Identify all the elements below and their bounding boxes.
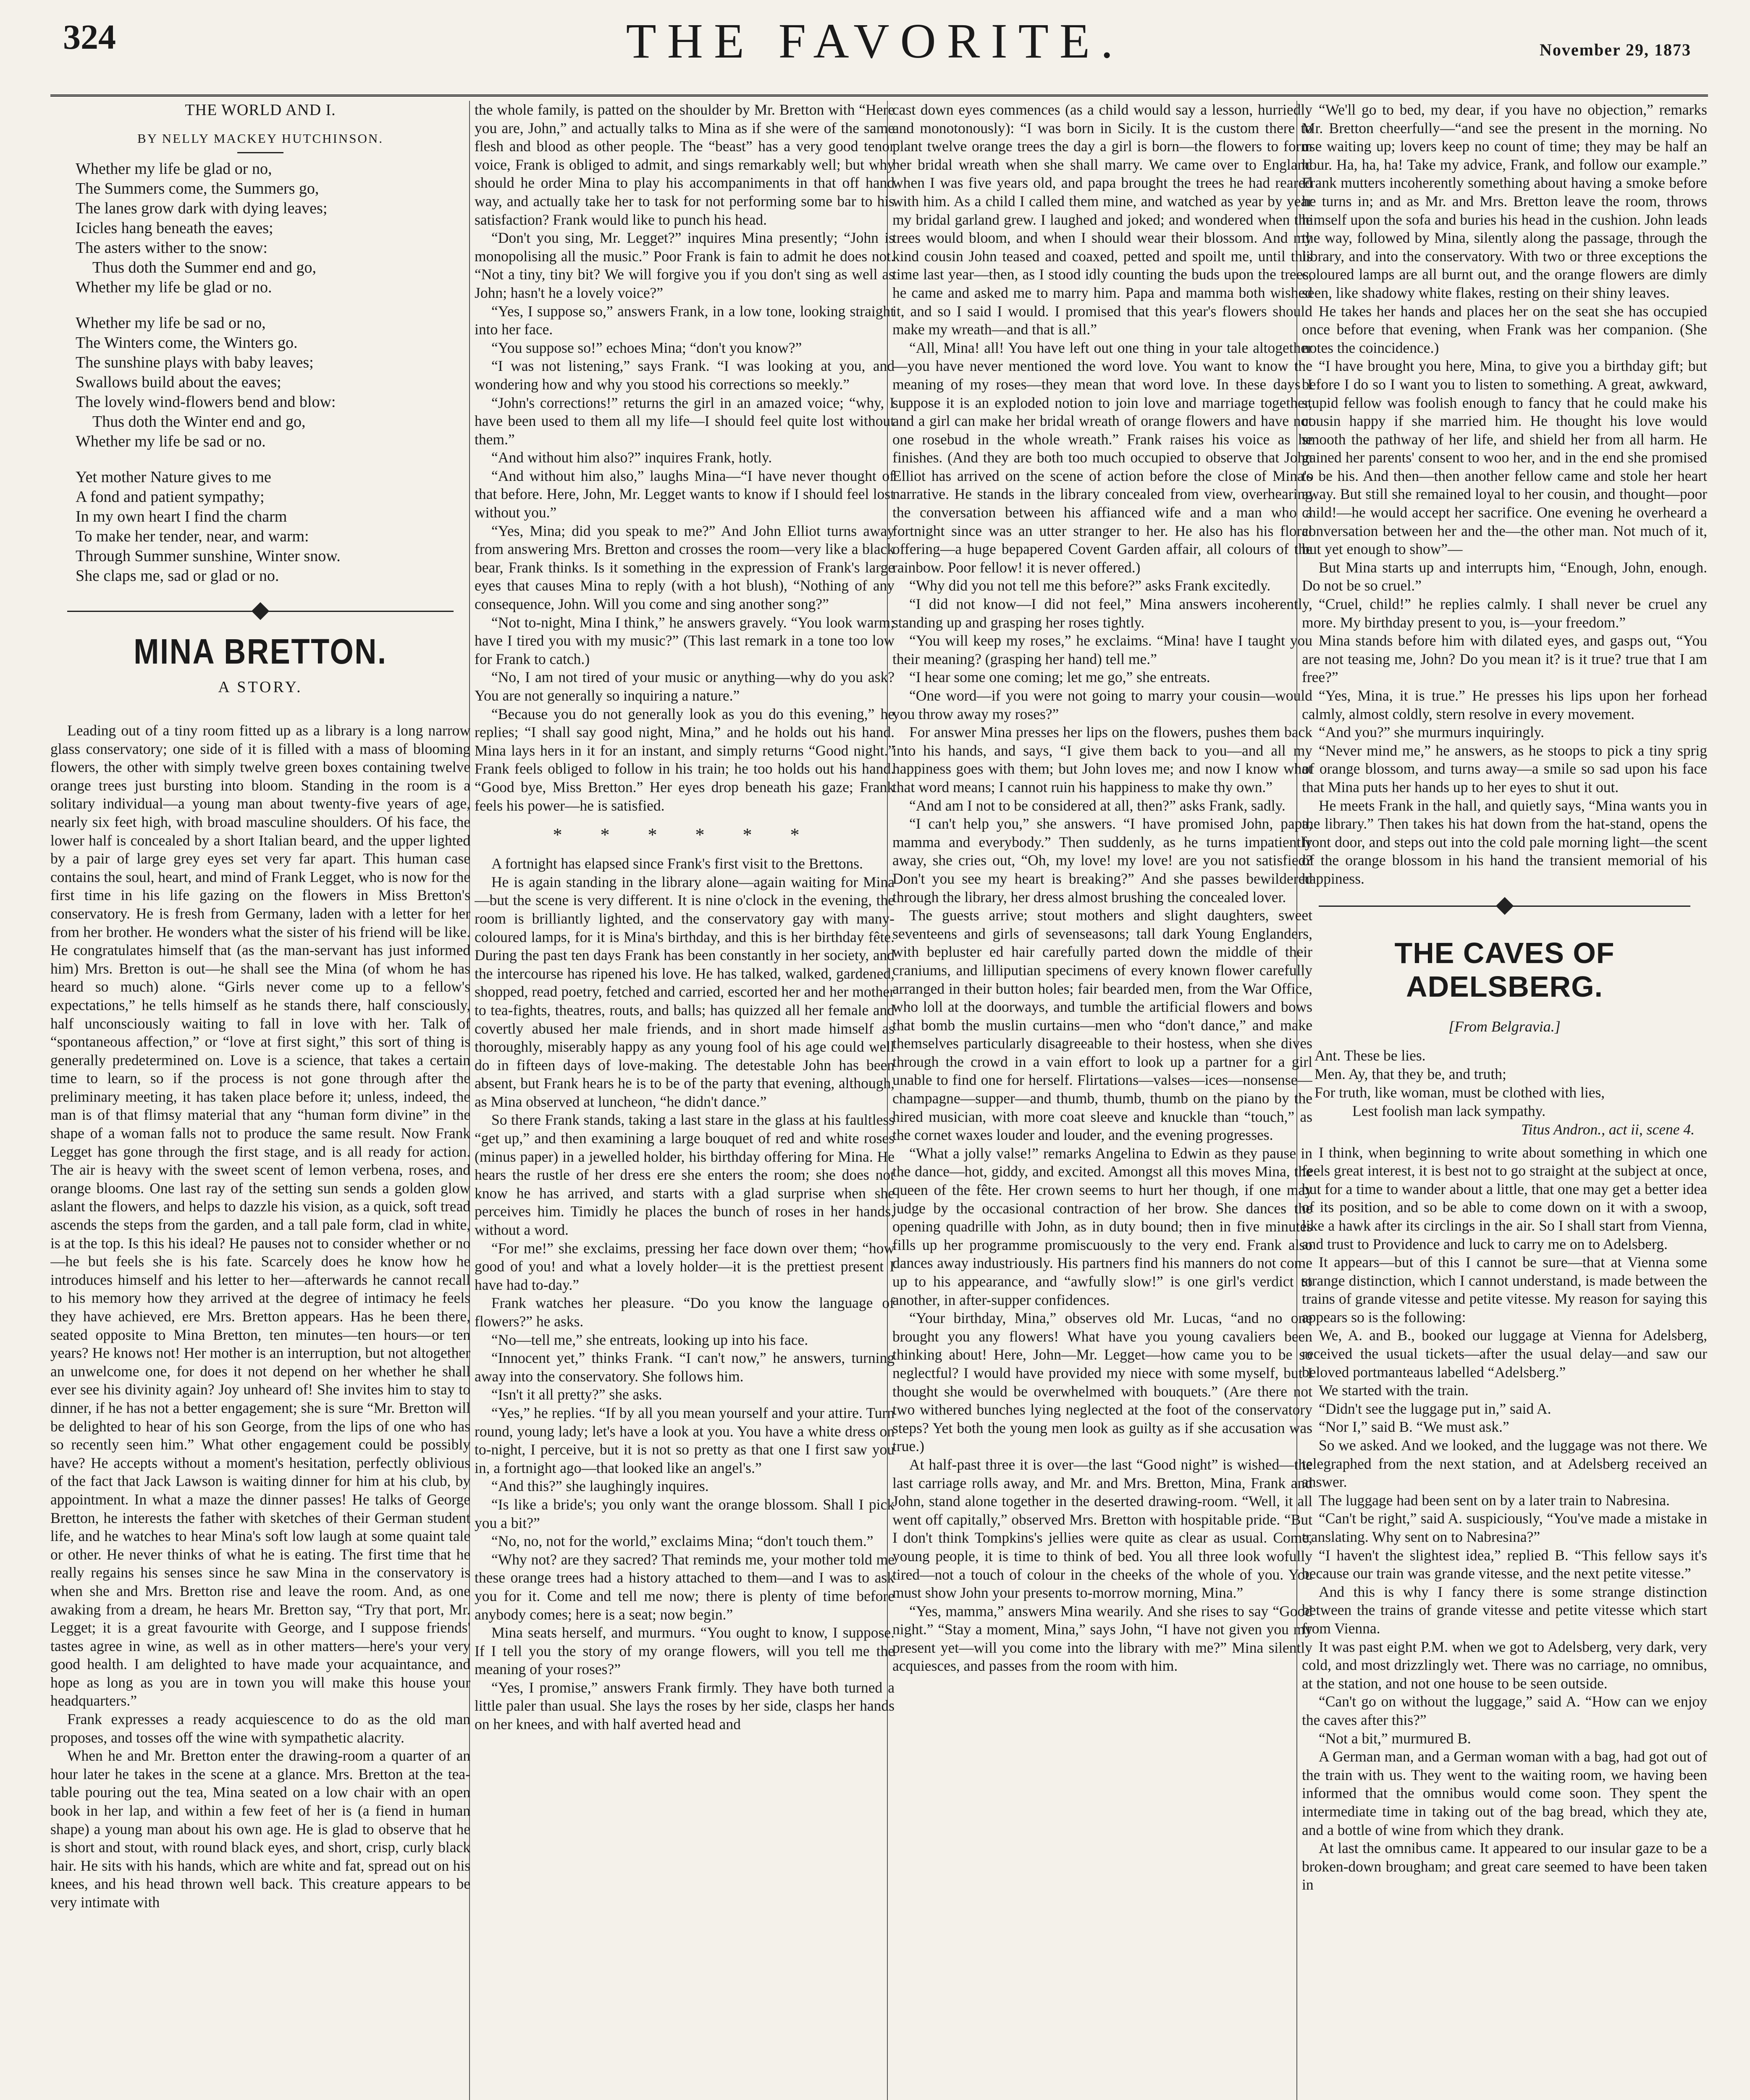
paragraph: “Why did you not tell me this before?” asks Frank excitedly.: [909, 577, 1271, 594]
paragraph: Frank expresses a ready acquiescence to do as the old man proposes, and tosses off the wine with sympathetic alacrity.: [50, 1711, 470, 1746]
poem-stanza: [76, 313, 470, 452]
paragraph: “You suppose so!” echoes Mina; “don't you know?”: [491, 339, 802, 356]
paragraph: “For me!” she exclaims, pressing her face down over them; “how good of you! and what a lovely holder—it is the prettiest present I have had to-day.”: [475, 1239, 895, 1293]
paragraph: A fortnight has elapsed since Frank's first visit to the Brettons.: [491, 855, 863, 872]
poem-line: She claps me, sad or glad or no.: [76, 567, 279, 585]
paragraph: So there Frank stands, taking a last stare in the glass at his faultless “get up,” and then examining a large bouquet of red and white roses (minus paper) in a jewelled holder, his birthday offering for Mina. He hears the rustle of her dress ere she enters the room; she does not know he has arrived, and starts with a glad surprise when she perceives him. Timidly he places the bunch of roses in her hands, without a word.: [475, 1111, 895, 1239]
epigraph-citation: Titus Andron., act ii, scene 4.: [1521, 1121, 1695, 1138]
epigraph-line: Men. Ay, that they be, and truth;: [1314, 1065, 1506, 1082]
paragraph: A German man, and a German woman with a bag, had got out of the train with us. They went to the waiting room, we having been informed that the omnibus would come soon. They spent the intermediate time in taking out of the bag bread, which they ate, and a bottle of wine from which they drank.: [1302, 1748, 1707, 1838]
paragraph: “And this?” she laughingly inquires.: [491, 1478, 709, 1495]
story-text-col1: [50, 722, 470, 1912]
paragraph: cast down eyes commences (as a child would say a lesson, hurriedly and monotonously): “I was born in Sicily. It is the custom there to plant twelve orange trees the day a girl is born—the flowers to form her bridal wreath when she shall marry. We came over to England when I was five years old, and papa brought the trees he had reared with him. As a child I called them mine, and watched as year by year my bridal garland grew. I laughed and joked; and wondered when the trees would bloom, and when I should wear their blossom. And my kind cousin John teased and coaxed, petted and spoilt me, until this time last year—then, as I stood idly counting the buds upon the trees, he came and asked me to marry him. Papa and mamma both wished it, and so I said I would. I promised that this year's flowers should make my wreath—and that is all.”: [892, 101, 1312, 338]
poem-line: Whether my life be glad or no.: [76, 278, 272, 296]
paragraph: “I hear some one coming; let me go,” she entreats.: [909, 669, 1210, 686]
paragraph: “Yes, Mina; did you speak to me?” And John Elliot turns away from answering Mrs. Bretton and crosses the room—very like a black bear, Frank thinks. Is it something in the expression of Frank's large eyes that causes Mina to reply (with a hot blush), “Nothing of any consequence, John. Will you come and sing another song?”: [475, 522, 895, 613]
paragraph: “And am I not to be considered at all, then?” asks Frank, sadly.: [909, 797, 1286, 814]
poem-line: A fond and patient sympathy;: [76, 488, 265, 506]
paragraph: Mina stands before him with dilated eyes, and gasps out, “You are not teasing me, John? Do you mean it? is it true? true that I am free?”: [1302, 632, 1707, 686]
poem-line: Thus doth the Summer end and go,: [92, 259, 316, 276]
paragraph: “I have brought you here, Mina, to give you a birthday gift; but before I do so I want you to listen to something. A great, awkward, stupid fellow was foolish enough to fancy that he could make his cousin happy if she married him. He thought his love would smooth the pathway of her life, and shield her from all harm. He gained her parents' consent to woo her, and in the end she promised to be his. And then—then another fellow came and stole her heart away. But still she remained loyal to her cousin, and thought—poor child!—he would accept her sacrifice. One evening he overheard a conversation between her and the—the other man. Not much of it, but yet enough to show”—: [1302, 357, 1707, 558]
paragraph: “I haven't the slightest idea,” replied B. “This fellow says it's because our train was grande vitesse, and the next petite vitesse.”: [1302, 1546, 1707, 1582]
story-subtitle: A STORY.: [218, 678, 303, 696]
poem-body: [50, 159, 470, 586]
paragraph: “Can't go on without the luggage,” said A. “How can we enjoy the caves after this?”: [1302, 1693, 1707, 1728]
paragraph: “Don't you sing, Mr. Legget?” inquires Mina presently; “John is monopolising all the music.” Poor Frank is fain to admit he does not. “Not a tiny, tiny bit? We will forgive you if you don't sing as well as John; hasn't he a lovely voice?”: [475, 229, 895, 301]
poem-line: Thus doth the Winter end and go,: [92, 413, 306, 430]
paragraph: The guests arrive; stout mothers and slight daughters, sweet seventeens and girls of sevenseasons; tall dark Young Englanders, with bepluster ed hair carefully parted down the middle of their craniums, and lilliputian specimens of every known flower carefully arranged in their button holes; fair bearded men, from the War Office, who loll at the doorways, and tumble the artificial flowers and bows that bomb the muslin curtains—men who “don't dance,” and make themselves particularly disagreeable to their hostess, when she dives through the crowd in a vain effort to look up a partner for a girl unable to find one for herself. Flirtations—valses—ices—nonsense—champagne—supper—and thumb, thumb, thumb on the piano by the hired musician, with more coat sleeve and knuckle than “touch,” as the cornet waxes louder and louder, and the evening progresses.: [892, 907, 1312, 1144]
header-rule: [50, 94, 1708, 97]
paragraph: At last the omnibus came. It appeared to our insular gaze to be a broken-down brougham; and great care seemed to have been taken in: [1302, 1840, 1707, 1893]
section-ornament: [50, 602, 470, 620]
paragraph: He takes her hands and places her on the seat she has occupied once before that evening, when Frank was her companion. (She notes the coincidence.): [1302, 302, 1707, 356]
epigraph: [1314, 1046, 1707, 1139]
paragraph: “I was not listening,” says Frank. “I was looking at you, and wondering how and why you stood his corrections so meekly.”: [475, 357, 895, 393]
paragraph: “I can't help you,” she answers. “I have promised John, papa, mamma and everybody.” Then suddenly, as he turns impatiently away, she cries out, “Oh, my love! my love! are you not satisfied? Don't you see my heart is breaking?” And she passes bewildered through the library, her dress almost brushing the concealed lover.: [892, 815, 1312, 906]
poem-line: Whether my life be sad or no,: [76, 314, 266, 332]
paragraph: At half-past three it is over—the last “Good night” is wished—the last carriage rolls away, and Mr. and Mrs. Bretton, Mina, Frank and John, stand alone together in the deserted drawing-room. “Well, it all went off capitally,” observed Mrs. Bretton with hospitable pride. “But I don't think Tompkins's jellies were quite as clear as usual. Come, young people, it is time to think of bed. You all three look wofully tired—not a touch of colour in the cheeks of the whole of you. You must show John your presents to-morrow morning, Mina.”: [892, 1456, 1312, 1601]
short-rule: [237, 152, 283, 153]
paragraph: “Can't be right,” said A. suspiciously, “You've made a mistake in translating. Why sent on to Nabresina?”: [1302, 1510, 1707, 1545]
paragraph: When he and Mr. Bretton enter the drawing-room a quarter of an hour later he takes in the scene at a glance. Mrs. Bretton at the tea-table pouring out the tea, Mina seated on a low chair with an open book in her lap, and within a few feet of her is (a fiend in human shape) a young man about his own age. He is glad to observe that he is short and stout, with round black eyes, and short, crisp, curly black hair. He sits with his hands, which are white and fat, spread out on his knees, and his head thrown well back. This creature appears to be very intimate with: [50, 1747, 470, 1911]
paragraph: “John's corrections!” returns the girl in an amazed voice; “why, I have been used to them all my life—I should feel quite lost without them.”: [475, 394, 895, 448]
paragraph: “Not a bit,” murmured B.: [1319, 1730, 1471, 1747]
article-source: [From Belgravia.]: [1448, 1018, 1561, 1035]
paragraph: “Cruel, child!” he replies calmly. I shall never be cruel any more. My birthday present to you, is—your freedom.”: [1302, 596, 1707, 631]
paragraph: The luggage had been sent on by a later train to Nabresina.: [1319, 1491, 1670, 1509]
paragraph: “Because you do not generally look as you do this evening,” he replies; “I shall say good night, Mina,” and he holds out his hand. Mina lays hers in it for an instant, and simply returns “Good night.” Frank feels obliged to follow in his train; he too holds out his hand. “Good bye, Miss Bretton.” Her eyes drop beneath his gaze; Frank feels his power—he is satisfied.: [475, 705, 895, 814]
poem-line: The Summers come, the Summers go,: [76, 180, 319, 197]
poem-line: Icicles hang beneath the eaves;: [76, 219, 273, 237]
paragraph: Leading out of a tiny room fitted up as a library is a long narrow glass conservatory; one side of it is filled with a mass of blooming flowers, the other with simply twelve green boxes containing twelve orange trees just bursting into bloom. Standing in the room is a solitary individual—a young man about twenty-five years of age, nearly six feet high, with broad masculine shoulders. Of his face, the lower half is concealed by a short Italian beard, and the upper lighted by a pair of large grey eyes set very far apart. This human case contains the soul, heart, and mind of Frank Legget, who is now for the first time in his life gazing on the flowers in Miss Bretton's conservatory. He is fresh from Germany, laden with a letter for her from her brother. He wonders what the sister of his friend will be like. He congratulates himself that (as the man-servant has just informed him) Mrs. Bretton is out—he shall see the Mina (of whom he has heard so much) alone. “Girls never come up to a fellow's expectations,” he tells himself as he stands there, half consciously, half unconsciously waiting to fall in love with her. Talk of “spontaneous affection,” or “love at first sight,” this sort of thing is generally predetermined on. Love is a science, that takes a certain time to learn, so if the process is not gone through after the preliminary meeting, it has taken place before it; unless, indeed, the man is of that flimsy material that any “human form divine” in the shape of a woman falls not to produce the same result. Now Frank Legget has gone through the first stage, and is all ready for action. The air is heavy with the sweet scent of lemon verbena, roses, and orange blooms. One last ray of the setting sun sends a golden glow aslant the flowers, and helps to dazzle his vision, as a quick, soft tread ascends the steps from the garden, and a tall pale form, clad in white, is at the top. Is this his ideal? He pauses not to consider whether or no—he but feels she is his fate. Scarcely does he know how he introduces himself and his letter to her—afterwards he cannot recall to his memory how they arrived at the degree of intimacy he feels they have achieved, ere Mrs. Bretton appears. Has he been there, seated opposite to Mina Bretton, ten minutes—ten hours—or ten years? He knows not! Her mother is an interruption, but not altogether an unwelcome one, for does it not depend on her whether he shall ever see his divinity again? Joy unheard of! She invites him to stay to dinner, if he has not a better engagement; she is sure “Mr. Bretton will be delighted to hear of his son George, from the lips of one who has so recently seen him.” What other engagement could be possibly have? He accepts without a moment's hesitation, perfectly oblivious of the fact that Jack Lawson is waiting dinner for him at his club, by appointment. In what a maze the dinner passes! He talks of George Bretton, he interests the father with sketches of their German student life, and he watches to hear Mina's soft low laugh at some quaint tale or other. He never thinks of what he is eating. The first time that he really regains his senses since he saw Mina in the conservatory is when she and Mrs. Bretton rise and leave the room. And, as one awaking from a dream, he hears Mr. Bretton say, “Try that port, Mr. Legget; it is a great favourite with George, and I suppose friends' tastes agree in wine, as well as in other matters—here's your very good health. I am delighted to have made your acquaintance, and hope as long as you are in town you will make this house your headquarters.”: [50, 722, 470, 1709]
column-2: [475, 101, 895, 2100]
paragraph: “Not to-night, Mina I think,” he answers gravely. “You look warm; have I tired you with my music?” (This last remark in a tone too low for Frank to catch.): [475, 614, 895, 667]
paragraph: “Yes, I promise,” answers Frank firmly. They have both turned a little paler than usual. She lays the roses by her side, clasps her hands on her knees, and with half averted head and: [475, 1679, 895, 1733]
paragraph: “And without him also?” inquires Frank, hotly.: [491, 449, 772, 466]
paragraph: “Yes, mamma,” answers Mina wearily. And she rises to say “Good night.” “Stay a moment, Mina,” says John, “I have not given you my present yet—will you come into the library with me?” Mina silently acquiesces, and passes from the room with him.: [892, 1602, 1312, 1675]
article-title: THE CAVES OF ADELSBERG.: [1394, 936, 1615, 1003]
masthead: THE FAVORITE.: [626, 13, 1124, 68]
paragraph: “No, no, not for the world,” exclaims Mina; “don't touch them.”: [491, 1533, 874, 1550]
paragraph: He is again standing in the library alone—again waiting for Mina—but the scene is very different. It is nine o'clock in the evening, the room is brilliantly lighted, and the conservatory gay with many-coloured lamps, for it is Mina's birthday, and this is her birthday fête. During the past ten days Frank has been constantly in her society, and the intercourse has ripened his love. He has talked, walked, gardened, shopped, read poetry, fetched and carried, escorted her and her mother to tea-fights, theatres, routs, and balls; has quizzed all her female and covertly abused her male friends, and in short made himself as thoroughly, miserably happy as any young fool of his age could well do in fifteen days of love-making. The detestable John has been absent, but Frank hears he is to be of the party that evening, although, as Mina observed at luncheon, “he didn't dance.”: [475, 873, 895, 1110]
poem-author: BY NELLY MACKEY HUTCHINSON.: [137, 131, 383, 146]
poem-line: The lovely wind-flowers bend and blow:: [76, 393, 336, 411]
paragraph: “Innocent yet,” thinks Frank. “I can't now,” he answers, turning away into the conservatory. She follows him.: [475, 1349, 895, 1385]
poem-line: Yet mother Nature gives to me: [76, 468, 271, 486]
epigraph-line: Lest foolish man lack sympathy.: [1352, 1102, 1546, 1119]
poem-line: The sunshine plays with baby leaves;: [76, 354, 314, 371]
paragraph: It was past eight P.M. when we got to Adelsberg, very dark, very cold, and most drizzlingly wet. There was no carriage, no omnibus, at the station, and not one house to be seen outside.: [1302, 1638, 1707, 1692]
paragraph: I think, when beginning to write about something in which one feels great interest, it is best not to go straight at the subject at once, but for a time to wander about a little, that one may get a better idea of its position, and so be able to come down on it with a swoop, like a hawk after its circlings in the air. So I shall start from Vienna, and trust to Providence and luck to carry me on to Adelsberg.: [1302, 1144, 1707, 1252]
paragraph: We started with the train.: [1319, 1382, 1469, 1399]
paragraph: “Your birthday, Mina,” observes old Mr. Lucas, “and no one brought you any flowers! What have you young cavaliers been thinking about! Here, John—Mr. Legget—how came you to be so neglectful? I would have provided my niece with some myself, but I thought she would be overwhelmed with bouquets.” (Are there not two withered bunches lying neglected at the foot of the conservatory steps? Yet both the young men look as guilty as if she accusation was true.): [892, 1310, 1312, 1455]
paragraph: So we asked. And we looked, and the luggage was not there. We telegraphed from the next station, and at Adelsberg received an answer.: [1302, 1437, 1707, 1491]
story-title: MINA BRETTON.: [134, 632, 387, 671]
poem-line: The Winters come, the Winters go.: [76, 334, 298, 352]
paragraph: Mina seats herself, and murmurs. “You ought to know, I suppose. If I tell you the story of my orange flowers, will you tell me the meaning of your roses?”: [475, 1624, 895, 1678]
poem-line: Through Summer sunshine, Winter snow.: [76, 547, 341, 565]
paragraph: “Didn't see the luggage put in,” said A.: [1319, 1400, 1551, 1417]
story-text-col3: [892, 101, 1312, 1675]
paragraph: “What a jolly valse!” remarks Angelina to Edwin as they pause in the dance—hot, giddy, and excited. Amongst all this moves Mina, the queen of the fête. Her crown seems to hurt her though, if one may judge by the occasional contraction of her brow. She dances the opening quadrille with John, as in duty bound; then in five minutes fills up her programme promiscuously to the very end. Frank also dances away industriously. His partners find his manners do not come up to his appearance, and “awfully slow!” is one girl's verdict to another, in after-supper confidences.: [892, 1144, 1312, 1308]
paragraph: We, A. and B., booked our luggage at Vienna for Adelsberg, received the usual tickets—after the usual delay—and saw our beloved portmanteaus labelled “Adelsberg.”: [1302, 1327, 1707, 1381]
paragraph: “No, I am not tired of your music or anything—why do you ask? You are not generally so inquiring a nature.”: [475, 669, 895, 704]
poem-stanza: [76, 467, 470, 586]
issue-date: November 29, 1873: [1540, 40, 1691, 59]
paragraph: “Yes,” he replies. “If by all you mean yourself and your attire. Turn round, young lady; let's have a look at you. You have a white dress on to-night, I perceive, but it is not so pretty as that one I first saw you in, a fortnight ago—that looked like an angel's.”: [475, 1404, 895, 1476]
article-body: [1302, 1144, 1707, 1894]
poem-stanza: [76, 159, 470, 297]
poem-title: THE WORLD AND I.: [185, 101, 336, 119]
paragraph: “No—tell me,” she entreats, looking up into his face.: [491, 1331, 808, 1348]
paragraph: “I did not know—I did not feel,” Mina answers incoherently, standing up and grasping her roses tightly.: [892, 596, 1312, 631]
poem-line: To make her tender, near, and warm:: [76, 528, 309, 545]
paragraph: “Yes, I suppose so,” answers Frank, in a low tone, looking straight into her face.: [475, 302, 895, 338]
paragraph: the whole family, is patted on the shoulder by Mr. Bretton with “Here you are, John,” and actually talks to Mina as if she were of the same flesh and blood as other people. The “beast” has a very good tenor voice, Frank is obliged to admit, and sings remarkably well; but why should he order Mina to play his accompaniments in that off hand way, and actually take her to task for not performing some bar to his satisfaction? Frank would like to punch his head.: [475, 101, 895, 228]
poem-line: The asters wither to the snow:: [76, 239, 268, 257]
paragraph: “One word—if you were not going to marry your cousin—would you throw away my roses?”: [892, 687, 1312, 722]
paragraph: “Is like a bride's; you only want the orange blossom. Shall I pick you a bit?”: [475, 1496, 895, 1531]
poem-line: Swallows build about the eaves;: [76, 373, 281, 391]
column-1: [50, 101, 470, 2100]
poem-line: Whether my life be sad or no.: [76, 433, 266, 450]
poem-line: In my own heart I find the charm: [76, 508, 287, 525]
story-text-col2a: [475, 101, 895, 815]
column-3: [892, 101, 1312, 2100]
page-number: 324: [63, 18, 116, 57]
paragraph: “All, Mina! all! You have left out one thing in your tale altogether—you have never mentioned the word love. You want to know the meaning of my roses—they mean that word love. In these days I suppose it is an exploded notion to join love and marriage together, and a girl can make her bridal wreath of orange flowers and have not one rosebud in the whole wreath.” Frank raises his voice as he finishes. (And they are both too much occupied to observe that John Elliot has arrived on the scene of action before the close of Mina's narrative. He stands in the library concealed from view, overhearing the conversation between his affianced wife and a man who a fortnight since was an utter stranger to her. He also has his floral offering—a huge bepapered Covent Garden affair, all colours of the rainbow. Poor fellow! it is never offered.): [892, 339, 1312, 576]
paragraph: He meets Frank in the hall, and quietly says, “Mina wants you in the library.” Then takes his hat down from the hat-stand, opens the front door, and steps out into the cold pale morning light—the scent of the orange blossom in his hand the transient memorial of his happiness.: [1302, 797, 1707, 887]
paragraph: It appears—but of this I cannot be sure—that at Vienna some strange distinction, which I cannot understand, is made between the trains of grande vitesse and petite vitesse. My reason for saying this appears so is the following:: [1302, 1254, 1707, 1326]
section-break-stars: * * * * * *: [553, 824, 816, 845]
paragraph: “And you?” she murmurs inquiringly.: [1319, 724, 1545, 741]
story-text-col2b: [475, 855, 895, 1734]
paragraph: “You will keep my roses,” he exclaims. “Mina! have I taught you their meaning? (grasping her hand) tell me.”: [892, 632, 1312, 667]
paragraph: “Yes, Mina, it is true.” He presses his lips upon her forhead calmly, almost coldly, stern resolve in every movement.: [1302, 687, 1707, 722]
paragraph: “Never mind me,” he answers, as he stoops to pick a tiny sprig of orange blossom, and turns away—a smile so sad upon his face that Mina puts her hands up to her eyes to shut it out.: [1302, 742, 1707, 795]
section-ornament: [1302, 897, 1707, 915]
paragraph: But Mina starts up and interrupts him, “Enough, John, enough. Do not be so cruel.”: [1302, 559, 1707, 594]
poem-line: Whether my life be glad or no,: [76, 160, 272, 178]
epigraph-line: For truth, like woman, must be clothed with lies,: [1314, 1084, 1605, 1101]
poem-line: The lanes grow dark with dying leaves;: [76, 200, 328, 217]
column-4: [1302, 101, 1707, 2100]
paragraph: Frank watches her pleasure. “Do you know the language of flowers?” he asks.: [475, 1294, 895, 1330]
paragraph: “And without him also,” laughs Mina—“I have never thought of that before. Here, John, Mr. Legget wants to know if I should feel lost without you.”: [475, 467, 895, 521]
paragraph: “Isn't it all pretty?” she asks.: [491, 1386, 662, 1403]
paragraph: For answer Mina presses her lips on the flowers, pushes them back into his hands, and says, “I give them back to you—and all my happiness goes with them; but John loves me; and now I know what that word means; I cannot ruin his happiness to make thy own.”: [892, 724, 1312, 795]
paragraph: “Nor I,” said B. “We must ask.”: [1319, 1418, 1509, 1436]
paragraph: “Why not? are they sacred? That reminds me, your mother told me these orange trees had a history attached to them—and I was to ask you for it. Come and tell me now; there is plenty of time before anybody comes; here is a seat; now begin.”: [475, 1551, 895, 1623]
epigraph-line: Ant. These be lies.: [1314, 1047, 1426, 1064]
story-text-col4: [1302, 101, 1707, 888]
paragraph: And this is why I fancy there is some strange distinction between the trains of grande vitesse and petite vitesse which start from Vienna.: [1302, 1583, 1707, 1637]
paragraph: “We'll go to bed, my dear, if you have no objection,” remarks Mr. Bretton cheerfully—“and see the present in the morning. No use waiting up; lovers keep no count of time; they may be half an hour. Ha, ha, ha! Take my advice, Frank, and follow our example.” Frank mutters incoherently something about having a smoke before he turns in; and as Mr. and Mrs. Bretton leave the room, throws himself upon the sofa and buries his head in the cushion. John leads the way, followed by Mina, silently along the passage, through the library, and into the conservatory. With two or three exceptions the coloured lamps are all burnt out, and the orange flowers are dimly seen, like shadowy white flakes, resting on their shiny leaves.: [1302, 101, 1707, 301]
